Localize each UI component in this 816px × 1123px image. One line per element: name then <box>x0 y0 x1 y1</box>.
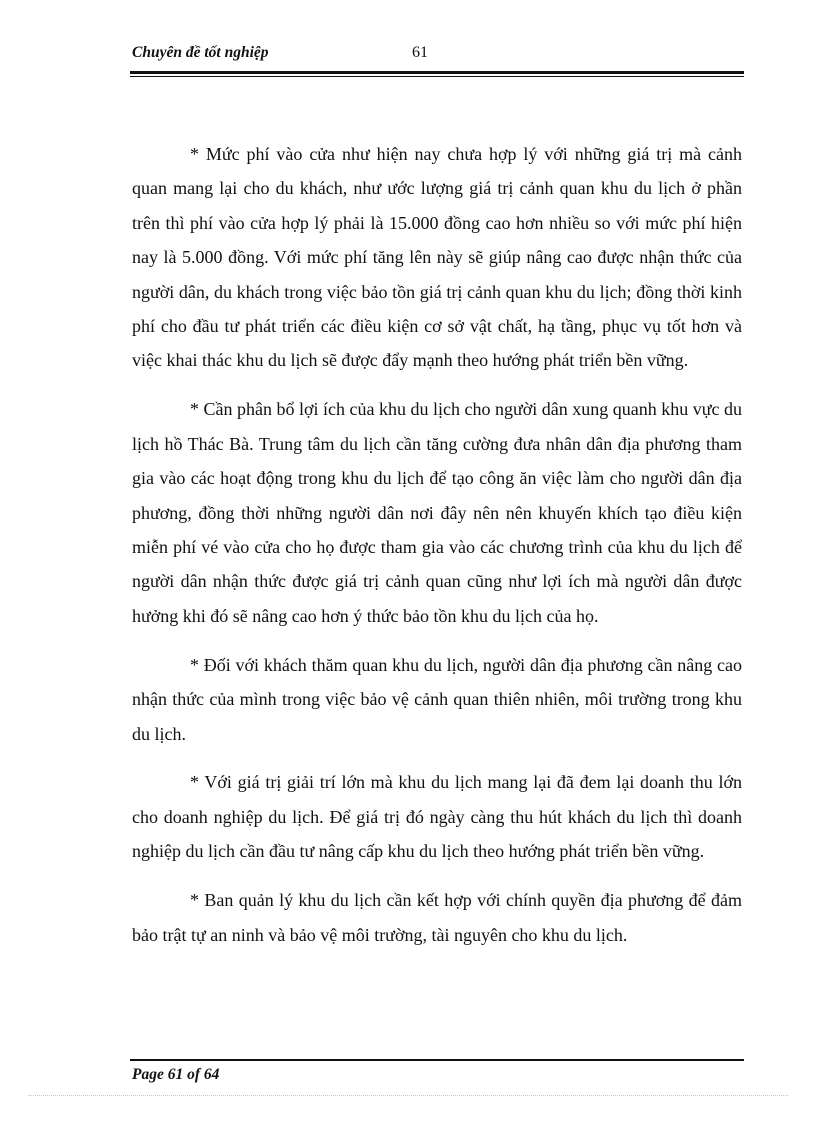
page-header <box>130 40 744 70</box>
paragraph-benefit-sharing: * Cần phân bổ lợi ích của khu du lịch cho người dân xung quanh khu vực du lịch hồ Thác Bà. Trung tâm du lịch cần tăng cường đưa nhân dân địa phương tham gia vào các hoạt động trong khu du lịch để tạo công ăn việc làm cho người dân địa phương, đồng thời những người dân nơi đây nên nên khuyến khích tạo điều kiện miễn phí vé vào cửa cho họ được tham gia vào các chương trình của khu du lịch để người dân nhận thức được giá trị cảnh quan cũng như lợi ích mà người dân được hưởng khi đó sẽ nâng cao hơn ý thức bảo tồn khu du lịch của họ. <box>132 399 742 626</box>
page-footer: Page 61 of 64 <box>132 1066 220 1083</box>
header-rule-thin <box>130 76 744 77</box>
paragraph-visitor-awareness: * Đối với khách thăm quan khu du lịch, người dân địa phương cần nâng cao nhận thức của mình trong việc bảo vệ cảnh quan thiên nhiên, môi trường trong khu du lịch. <box>132 654 742 744</box>
page-edge-divider <box>28 1095 788 1096</box>
footer-rule <box>130 1059 744 1061</box>
document-title: Chuyên đề tốt nghiệp <box>132 44 269 61</box>
header-page-number: 61 <box>412 44 428 61</box>
paragraph-management-board: * Ban quản lý khu du lịch cần kết hợp với chính quyền địa phương để đảm bảo trật tự an ninh và bảo vệ môi trường, tài nguyên cho khu du lịch. <box>132 890 742 945</box>
paragraph-business-investment: * Với giá trị giải trí lớn mà khu du lịch mang lại đã đem lại doanh thu lớn cho doanh nghiệp du lịch. Để giá trị đó ngày càng thu hút khách du lịch thì doanh nghiệp du lịch cần đầu tư nâng cấp khu du lịch theo hướng phát triển bền vững. <box>132 772 742 862</box>
paragraph-entrance-fee: * Mức phí vào cửa như hiện nay chưa hợp lý với những giá trị mà cảnh quan mang lại cho du khách, như ước lượng giá trị cảnh quan khu du lịch ở phần trên thì phí vào cửa hợp lý phải là 15.000 đồng cao hơn nhiều so với mức phí hiện nay là 5.000 đồng. Với mức phí tăng lên này sẽ giúp nâng cao được nhận thức của người dân, du khách trong việc bảo tồn giá trị cảnh quan khu du lịch; đồng thời kinh phí cho đầu tư phát triển các điều kiện cơ sở vật chất, hạ tầng, phục vụ tốt hơn và việc khai thác khu du lịch sẽ được đẩy mạnh theo hướng phát triển bền vững. <box>132 144 742 371</box>
header-rule-thick <box>130 71 744 74</box>
body-text <box>132 137 742 966</box>
